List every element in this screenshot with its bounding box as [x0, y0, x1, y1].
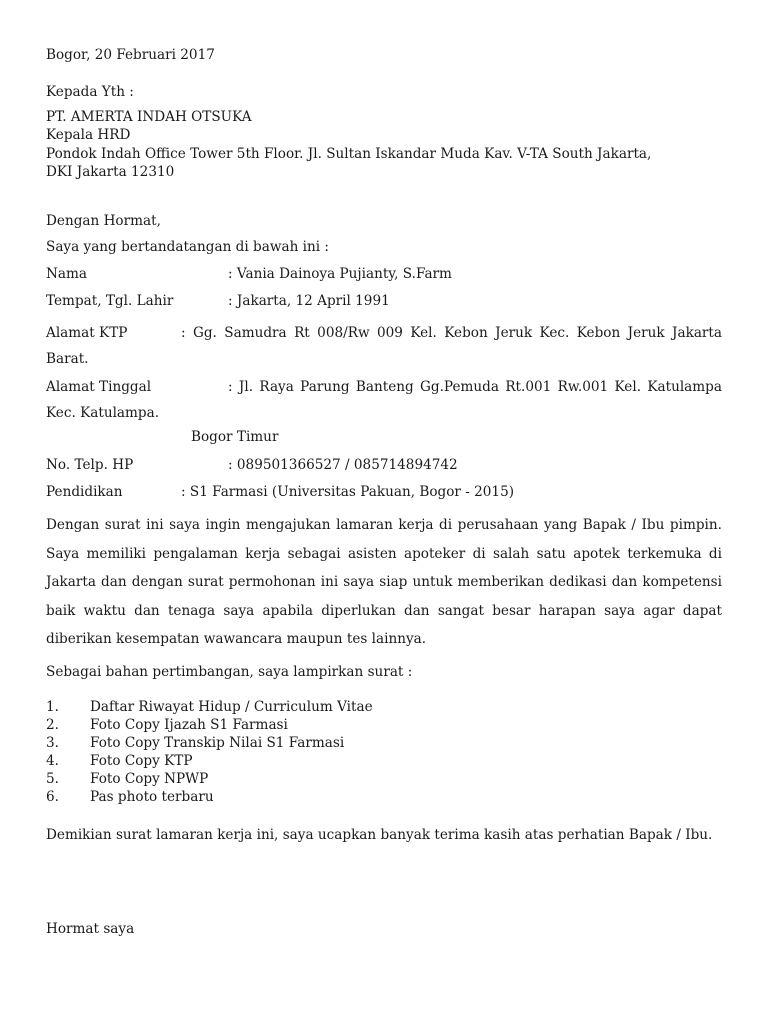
field-alamat-tinggal	[46, 374, 722, 426]
field-pendidikan	[46, 483, 514, 501]
field-value: : 089501366527 / 085714894742	[228, 457, 458, 473]
list-item	[46, 752, 373, 770]
field-value: : Gg. Samudra Rt 008/Rw 009 Kel. Kebon Jeruk Kec. Kebon Jeruk Jakarta Barat.	[46, 325, 722, 367]
field-label: Tempat, Tgl. Lahir	[46, 293, 174, 309]
field-value: : Vania Dainoya Pujianty, S.Farm	[228, 266, 452, 282]
list-item	[46, 716, 373, 734]
field-value: : Jl. Raya Parung Banteng Gg.Pemuda Rt.001 Rw.001 Kel. Katulampa Kec. Katulampa.	[46, 379, 722, 421]
list-item	[46, 734, 373, 752]
list-text: Foto Copy Transkip Nilai S1 Farmasi	[90, 735, 345, 751]
recipient-salutation: Kepada Yth :	[46, 84, 134, 100]
closing-paragraph: Demikian surat lamaran kerja ini, saya ucapkan banyak terima kasih atas perhatian Bapak / Ibu.	[46, 827, 713, 843]
list-number: 1.	[46, 699, 59, 715]
greeting: Dengan Hormat,	[46, 213, 161, 229]
recipient-company: PT. AMERTA INDAH OTSUKA	[46, 109, 252, 125]
field-label: Pendidikan	[46, 484, 123, 500]
field-telp	[46, 456, 458, 474]
field-label: No. Telp. HP	[46, 457, 134, 473]
field-value: : Jakarta, 12 April 1991	[228, 293, 390, 309]
field-ttl	[46, 292, 390, 310]
list-number: 3.	[46, 735, 59, 751]
recipient-address-line2: DKI Jakarta 12310	[46, 164, 175, 180]
field-value: : S1 Farmasi (Universitas Pakuan, Bogor - 2015)	[181, 484, 515, 500]
list-number: 6.	[46, 789, 59, 805]
list-item	[46, 788, 373, 806]
field-alamat-ktp	[46, 320, 722, 372]
attachments-list	[46, 698, 373, 806]
recipient-position: Kepala HRD	[46, 127, 131, 143]
attachments-intro: Sebagai bahan pertimbangan, saya lampirkan surat :	[46, 664, 413, 680]
field-label: Alamat KTP	[46, 325, 128, 341]
field-label: Alamat Tinggal	[46, 379, 152, 395]
intro: Saya yang bertandatangan di bawah ini :	[46, 239, 330, 255]
list-number: 5.	[46, 771, 59, 787]
list-text: Foto Copy KTP	[90, 753, 193, 769]
recipient-address-line1: Pondok Indah Office Tower 5th Floor. Jl. Sultan Iskandar Muda Kav. V-TA South Jakarta,	[46, 146, 652, 162]
field-nama	[46, 265, 452, 283]
list-text: Daftar Riwayat Hidup / Curriculum Vitae	[90, 699, 373, 715]
list-item	[46, 698, 373, 716]
field-label: Nama	[46, 266, 87, 282]
list-number: 4.	[46, 753, 59, 769]
list-text: Pas photo terbaru	[90, 789, 214, 805]
date-line: Bogor, 20 Februari 2017	[46, 47, 215, 63]
list-item	[46, 770, 373, 788]
signoff: Hormat saya	[46, 921, 135, 937]
list-text: Foto Copy NPWP	[90, 771, 209, 787]
list-text: Foto Copy Ijazah S1 Farmasi	[90, 717, 288, 733]
field-alamat-tinggal-extra: Bogor Timur	[191, 429, 279, 445]
body-paragraph: Dengan surat ini saya ingin mengajukan lamaran kerja di perusahaan yang Bapak / Ibu pimpin. Saya memiliki pengalaman kerja sebagai asisten apoteker di salah satu apotek terkemuka di Jakarta dan dengan surat permohonan ini saya siap untuk memberikan dedikasi dan kompetensi baik waktu dan tenaga saya apabila diperlukan dan sangat besar harapan saya agar dapat diberikan kesempatan wawancara maupun tes lainnya.	[46, 517, 722, 647]
list-number: 2.	[46, 717, 59, 733]
